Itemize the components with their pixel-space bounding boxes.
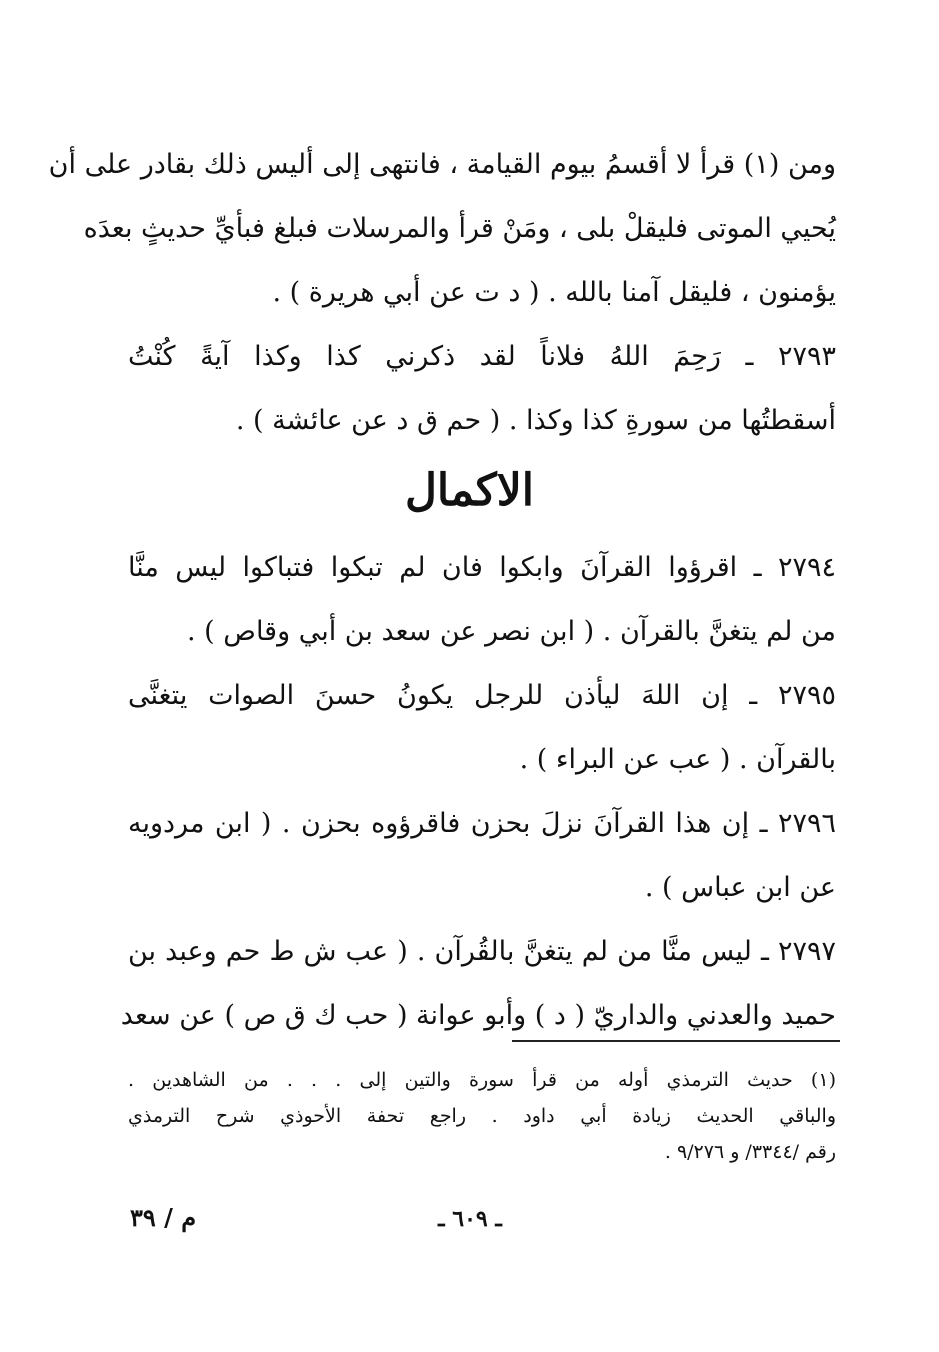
text-line: ومن (١) قرأ لا أقسمُ بيوم القيامة ، فانتهى إلى أليس ذلك بقادر على أن — [48, 149, 836, 180]
text-line: يؤمنون ، فليقل آمنا بالله . ( د ت عن أبي هريرة ) . — [272, 277, 836, 308]
footnote-line: والباقي الحديث زيادة أبي داود . راجع تحفة الأحوذي شرح الترمذي — [128, 1105, 836, 1127]
footnote-block — [128, 1063, 836, 1173]
lower-text-block — [120, 546, 836, 1031]
text-line: حميد والعدني والداريّ ( د ) وأبو عوانة ( حب ك ق ص ) عن سعد — [120, 1000, 836, 1031]
text-line: أسقطتُها من سورةِ كذا وكذا . ( حم ق د عن عائشة ) . — [235, 405, 836, 436]
hadith-2797-line: ٢٧٩٧ ـ ليس منَّا من لم يتغنَّ بالقُرآن . ( عب ش ط حم وعبد بن — [128, 936, 836, 967]
hadith-2795-line: ٢٧٩٥ ـ إن اللهَ ليأذن للرجل يكونُ حسنَ الصوات يتغنَّى — [128, 680, 836, 711]
text-line: بالقرآن . ( عب عن البراء ) . — [519, 744, 836, 775]
text-line: من لم يتغنَّ بالقرآن . ( ابن نصر عن سعد بن أبي وقاص ) . — [187, 616, 836, 647]
footnote-line: (١) حديث الترمذي أوله من قرأ سورة والتين إلى . . . من الشاهدين . — [128, 1069, 836, 1091]
text-line: يُحيي الموتى فليقلْ بلى ، ومَنْ قرأ والمرسلات فبلغ فبأيِّ حديثٍ بعدَه — [83, 213, 836, 244]
upper-text-block — [48, 143, 836, 443]
section-heading: الاكمال — [404, 465, 535, 516]
hadith-2796-line: ٢٧٩٦ ـ إن هذا القرآنَ نزلَ بحزن فاقرؤوه بحزن . ( ابن مردويه — [128, 808, 836, 839]
hadith-2794-line: ٢٧٩٤ ـ اقرؤوا القرآنَ وابكوا فان لم تبكوا فتباكوا ليس منَّا — [128, 552, 836, 583]
footnote-line: رقم /٣٣٤٤/ و ٩/٢٧٦ . — [664, 1141, 836, 1163]
hadith-2793-line: ٢٧٩٣ ـ رَحِمَ اللهُ فلاناً لقد ذكرني كذا وكذا آيةً كُنْتُ — [128, 341, 836, 372]
footnote-divider — [512, 1040, 840, 1042]
page-number: ـ ٦٠٩ ـ — [438, 1206, 502, 1232]
printer-signature: م / ٣٩ — [130, 1203, 197, 1232]
text-line: عن ابن عباس ) . — [644, 872, 836, 903]
